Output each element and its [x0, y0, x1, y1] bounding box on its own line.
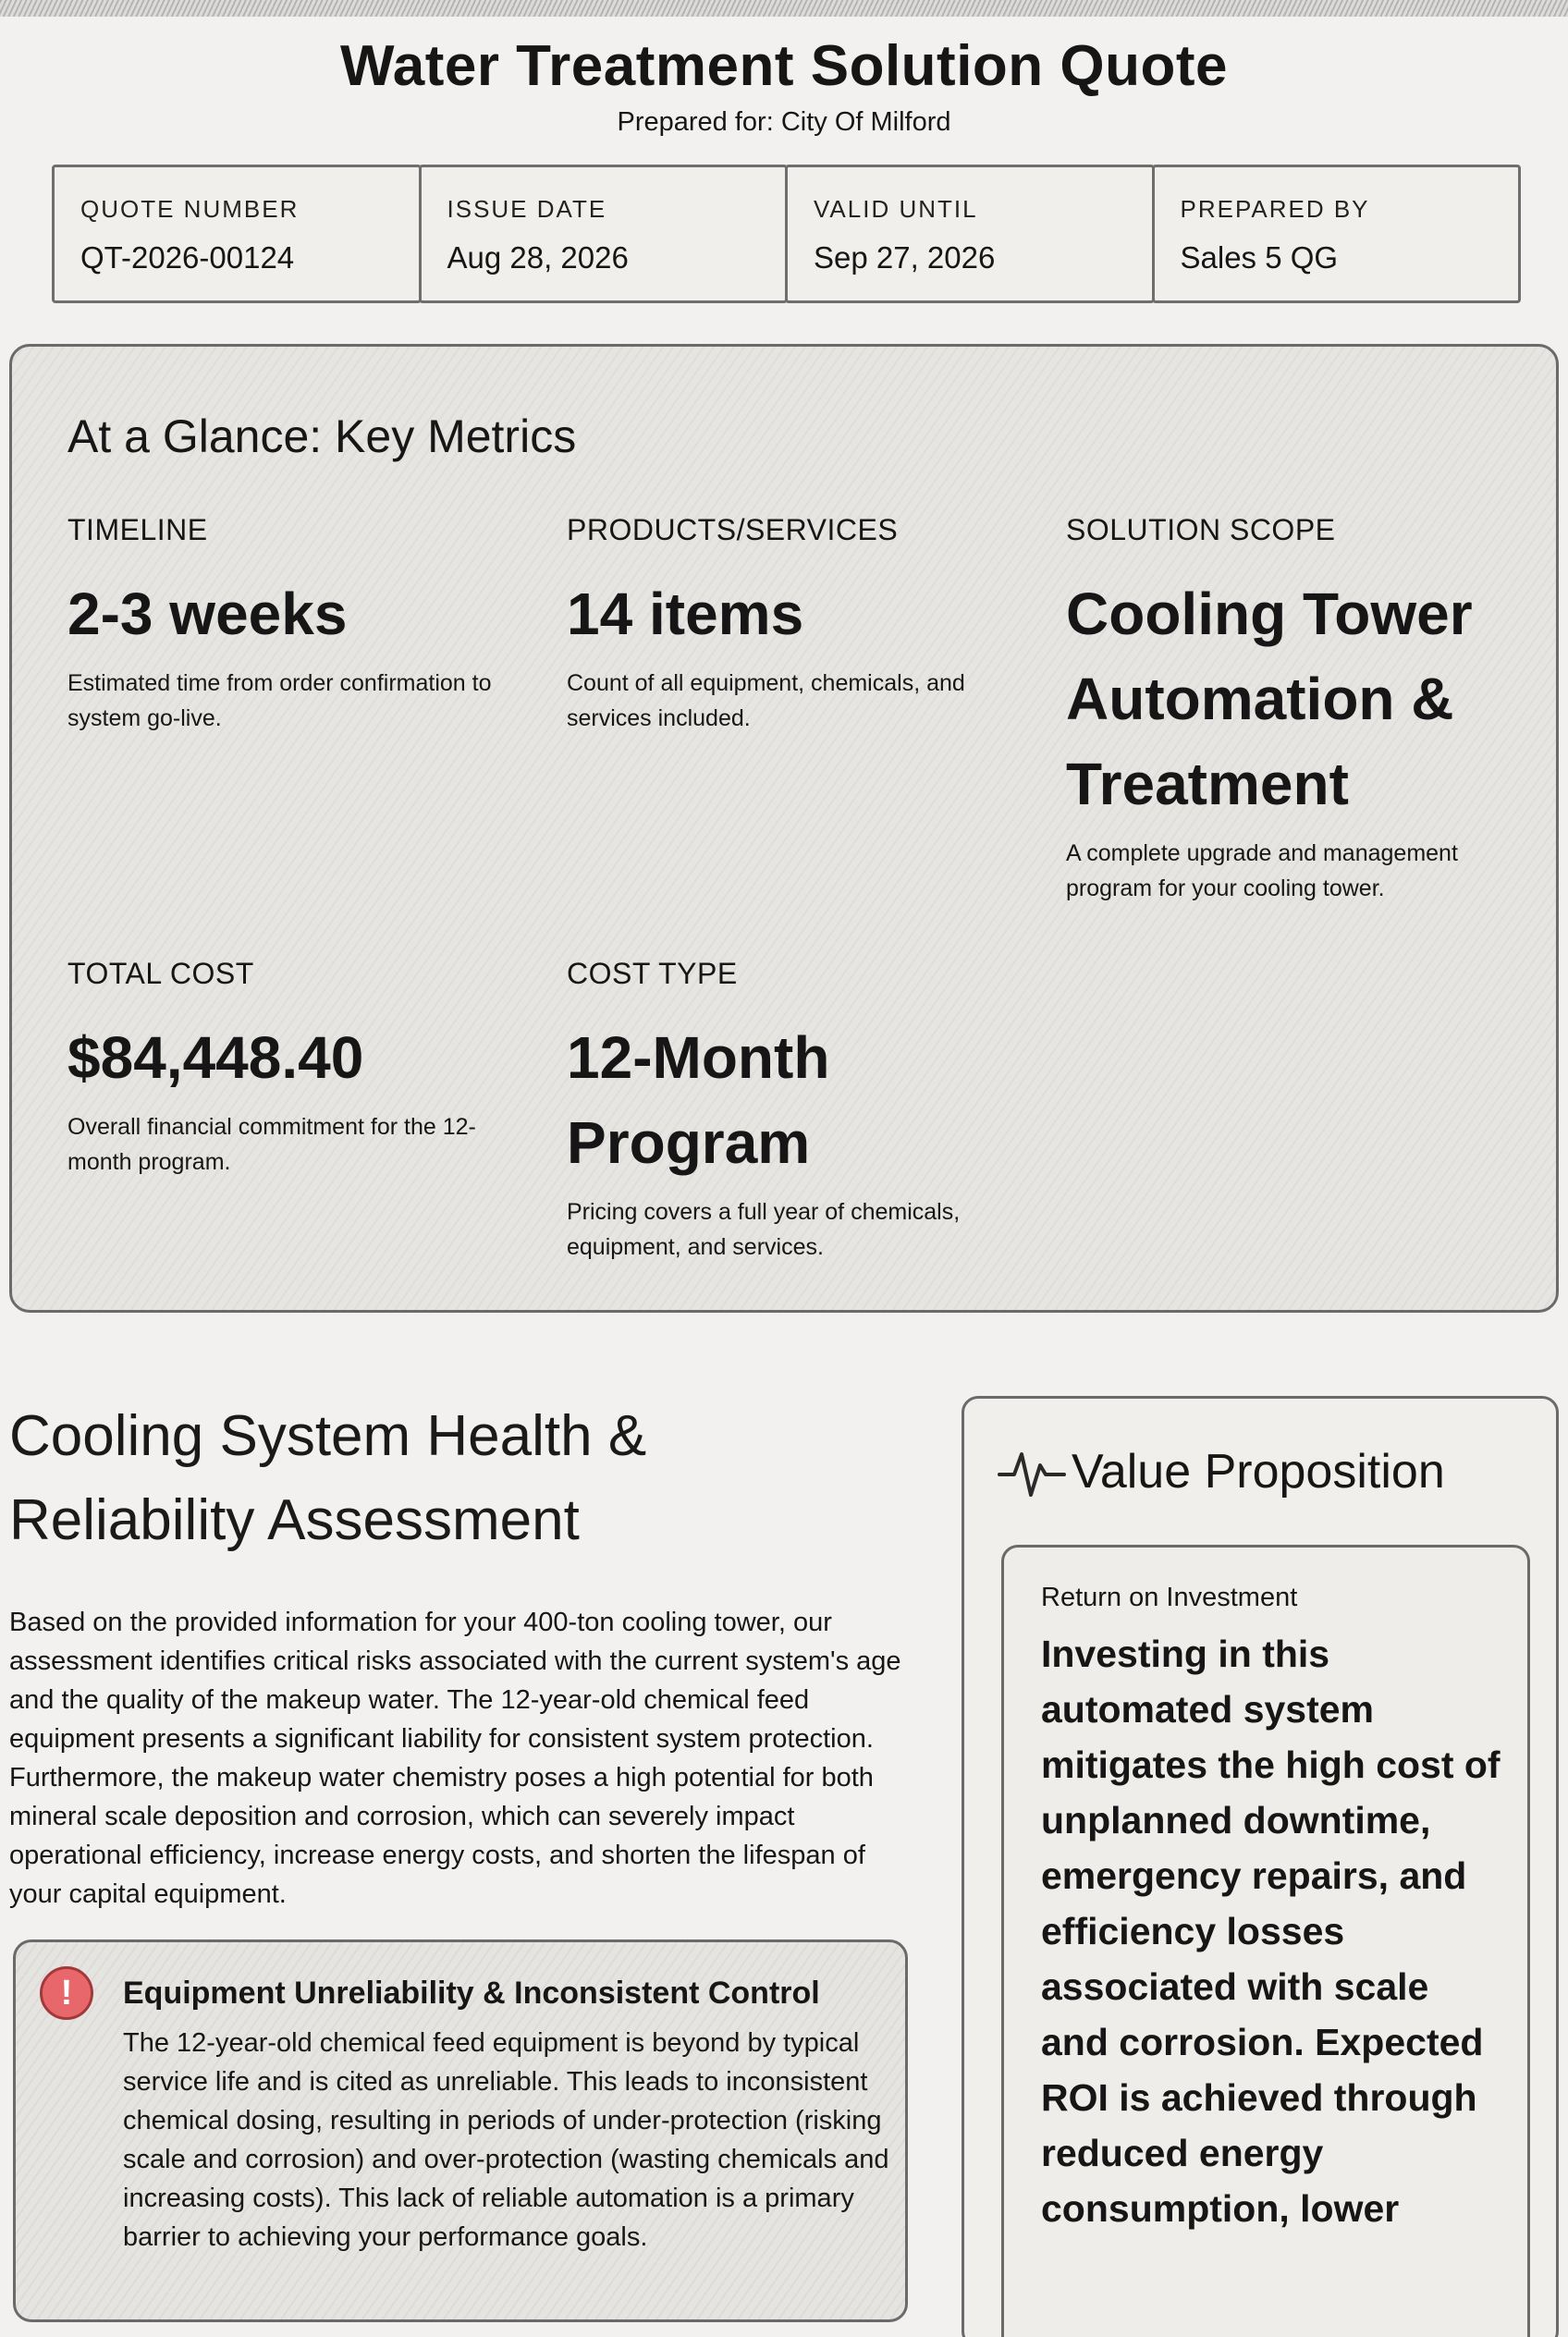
metric-description: Pricing covers a full year of chemicals, equipment, and services.	[567, 1199, 961, 1260]
health-assessment-title: Cooling System Health & Reliability Assessment	[9, 1404, 647, 1552]
metric-value: $84,448.40	[67, 1024, 364, 1091]
metric-total-cost	[67, 957, 511, 1180]
roi-box	[1001, 1545, 1530, 2337]
metric-label: COST TYPE	[567, 957, 738, 990]
value-proposition-heading	[998, 1441, 1445, 1502]
metric-timeline	[67, 513, 511, 736]
metric-label: SOLUTION SCOPE	[1066, 513, 1336, 546]
health-assessment-body: Based on the provided information for your 400-ton cooling tower, our assessment identifies critical risks associated with the current system's age and the quality of the makeup water. The 12-year-old chemical feed equipment presents a significant liability for consistent system protection. Furthermore, the makeup water chemistry poses a high potential for both mineral scale deposition and corrosion, which can severely impact operational efficiency, increase energy costs, and shorten the lifespan of your capital equipment.	[9, 1608, 901, 1909]
meta-quote-number	[52, 165, 422, 303]
meta-label: VALID UNTIL	[814, 195, 978, 223]
quote-meta-row	[52, 165, 1518, 303]
risk-alert-card	[13, 1939, 908, 2322]
meta-value: Sep 27, 2026	[814, 240, 996, 275]
meta-label: QUOTE NUMBER	[80, 195, 300, 223]
metric-label: TOTAL COST	[67, 957, 254, 990]
key-metrics-panel	[9, 344, 1559, 1313]
metric-cost-type	[567, 957, 1011, 1265]
metric-value: 14 items	[567, 581, 804, 647]
alert-title: Equipment Unreliability & Inconsistent Control	[123, 1976, 820, 2011]
metric-description: A complete upgrade and management program for your cooling tower.	[1066, 840, 1458, 901]
value-proposition-card	[962, 1396, 1559, 2337]
metric-products-services	[567, 513, 1011, 736]
exclamation-icon: !	[40, 1966, 93, 2020]
metric-label: TIMELINE	[67, 513, 208, 546]
metric-value: 2-3 weeks	[67, 581, 348, 647]
alert-body: The 12-year-old chemical feed equipment is beyond by typical service life and is cited as unreliable. This leads to inconsistent chemical dosing, resulting in periods of under-protection (risking scale and corrosion) and over-protection (wasting chemicals and increasing costs). This lack of reliable automation is a primary barrier to achieving your performance goals.	[123, 2028, 889, 2252]
meta-label: ISSUE DATE	[447, 195, 607, 223]
meta-value: QT-2026-00124	[80, 240, 295, 275]
sketch-top-border	[0, 0, 1568, 17]
metric-value: 12-Month Program	[567, 1024, 830, 1176]
value-proposition-title: Value Proposition	[1072, 1445, 1445, 1499]
meta-value: Sales 5 QG	[1180, 240, 1339, 275]
metric-description: Overall financial commitment for the 12-month program.	[67, 1114, 476, 1175]
metric-solution-scope	[1066, 513, 1510, 906]
metric-description: Estimated time from order confirmation to system go-live.	[67, 670, 492, 731]
metric-description: Count of all equipment, chemicals, and services included.	[567, 670, 965, 731]
prepared-for: Prepared for: City Of Milford	[617, 107, 951, 137]
key-metrics-title: At a Glance: Key Metrics	[67, 410, 577, 462]
pulse-icon	[998, 1441, 1066, 1502]
meta-value: Aug 28, 2026	[447, 240, 629, 275]
metric-label: PRODUCTS/SERVICES	[567, 513, 899, 546]
meta-issue-date	[419, 165, 789, 303]
metric-value: Cooling Tower Automation & Treatment	[1066, 581, 1473, 817]
roi-text: Investing in this automated system mitigates the high cost of unplanned downtime, emergency repairs, and efficiency losses associated with scale and corrosion. Expected ROI is achieved through reduced energy consumption, lower	[1041, 1633, 1501, 2230]
roi-label: Return on Investment	[1041, 1583, 1298, 1612]
meta-label: PREPARED BY	[1180, 195, 1370, 223]
meta-valid-until	[785, 165, 1155, 303]
meta-prepared-by	[1152, 165, 1522, 303]
page-title: Water Treatment Solution Quote	[340, 34, 1228, 98]
